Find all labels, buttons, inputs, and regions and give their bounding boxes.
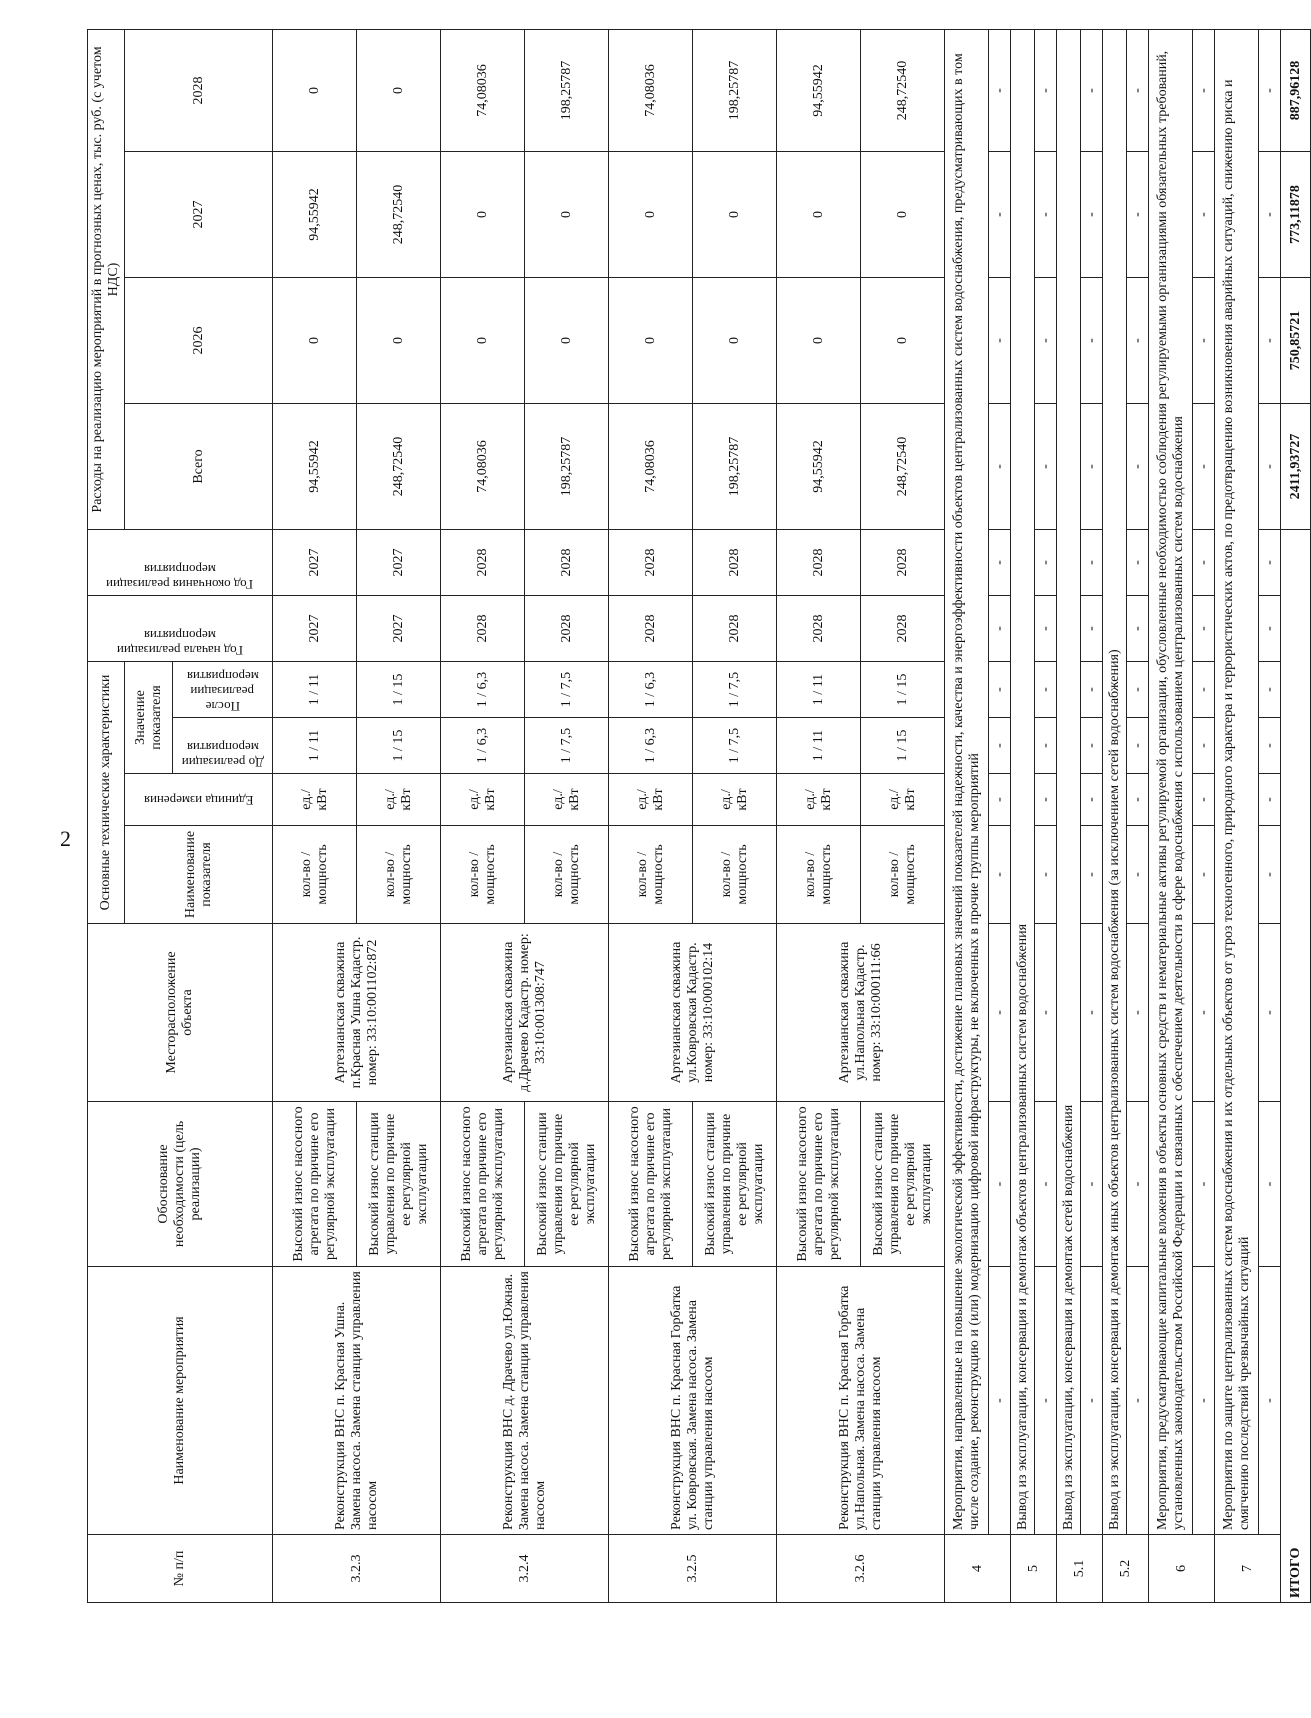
- row-2027: 0: [693, 152, 777, 278]
- dash-cell: -: [1035, 662, 1057, 718]
- row-2027: 0: [609, 152, 693, 278]
- row-end-year: 2028: [441, 530, 525, 596]
- section-row: [1149, 30, 1193, 1603]
- row-location: Артезианская скважина ул.Напольная Кадастр. номер: 33:10:000111:66: [777, 924, 945, 1102]
- dash-cell: -: [1127, 30, 1149, 152]
- dash-cell: -: [989, 1102, 1011, 1267]
- dash-cell: -: [1259, 924, 1281, 1102]
- row-total: 198,25787: [693, 404, 777, 530]
- header-2026: 2026: [125, 278, 273, 404]
- section-title: Вывод из эксплуатации, консервация и демонтаж сетей водоснабжения: [1057, 30, 1081, 1535]
- row-total: 248,72540: [357, 404, 441, 530]
- dash-cell: -: [1127, 404, 1149, 530]
- row-total: 94,55942: [777, 404, 861, 530]
- dash-cell: -: [1127, 596, 1149, 662]
- dash-cell: -: [1259, 826, 1281, 924]
- row-before: 1 / 7,5: [693, 718, 777, 774]
- row-start-year: 2027: [273, 596, 357, 662]
- row-before: 1 / 7,5: [525, 718, 609, 774]
- dash-cell: -: [1193, 662, 1215, 718]
- dash-cell: -: [1035, 30, 1057, 152]
- row-after: 1 / 6,3: [609, 662, 693, 718]
- investment-table: [87, 29, 1311, 1603]
- row-num: 3.2.6: [777, 1535, 945, 1603]
- dash-cell: -: [1127, 924, 1149, 1102]
- dash-cell: -: [1259, 718, 1281, 774]
- dash-cell: -: [1127, 1102, 1149, 1267]
- row-end-year: 2027: [357, 530, 441, 596]
- row-unit: ед./ кВт: [525, 774, 609, 826]
- header-location: Месторасположение объекта: [88, 924, 273, 1102]
- row-before: 1 / 6,3: [441, 718, 525, 774]
- dash-cell: -: [1193, 30, 1215, 152]
- row-2028: 94,55942: [777, 30, 861, 152]
- row-2026: 0: [777, 278, 861, 404]
- table-row: [777, 30, 861, 1603]
- row-2028: 74,08036: [441, 30, 525, 152]
- dash-cell: -: [1259, 596, 1281, 662]
- dash-cell: -: [1035, 1267, 1057, 1535]
- row-2027: 248,72540: [357, 152, 441, 278]
- dash-cell: -: [1127, 718, 1149, 774]
- row-after: 1 / 15: [861, 662, 945, 718]
- header-2027: 2027: [125, 152, 273, 278]
- dash-cell: -: [989, 278, 1011, 404]
- dash-cell: -: [1035, 530, 1057, 596]
- row-2027: 94,55942: [273, 152, 357, 278]
- dash-cell: -: [989, 596, 1011, 662]
- row-2028: 0: [273, 30, 357, 152]
- dash-cell: -: [1081, 404, 1103, 530]
- row-before: 1 / 15: [357, 718, 441, 774]
- header-value: Значение показателя: [125, 662, 173, 774]
- dash-cell: -: [1081, 924, 1103, 1102]
- section-title: Мероприятия, предусматривающие капитальные вложения в объекты основных средств и нематериальные активы регулируемой организации, обусловленные необходимостью соблюдения регулируемыми организациями обязательных требований, установленных законодательством Российской Федерации и связанных с обеспечением деятельности в сфере водоснабжения с использованием централизованных систем водоснабжения: [1149, 30, 1193, 1535]
- total-2028: 887,96128: [1281, 30, 1311, 152]
- row-2026: 0: [357, 278, 441, 404]
- row-unit: ед./ кВт: [273, 774, 357, 826]
- section-dash-row: [1259, 30, 1281, 1603]
- dash-cell: -: [1127, 774, 1149, 826]
- dash-cell: -: [1081, 1102, 1103, 1267]
- row-name: Реконструкция ВНС п. Красная Ушна. Замена насоса. Замена станции управления насосом: [273, 1267, 441, 1535]
- row-start-year: 2028: [609, 596, 693, 662]
- row-reason: Высокий износ станции управления по причине ее регулярной эксплуатации: [525, 1102, 609, 1267]
- dash-cell: -: [1035, 596, 1057, 662]
- row-2027: 0: [441, 152, 525, 278]
- row-name: Реконструкция ВНС п. Красная Горбатка ул.Напольная. Замена насоса. Замена станции управления насосом: [777, 1267, 945, 1535]
- dash-cell: -: [1193, 278, 1215, 404]
- dash-cell: -: [1081, 596, 1103, 662]
- dash-cell: -: [1259, 30, 1281, 152]
- row-total: 74,08036: [609, 404, 693, 530]
- row-location: Артезианская скважина д.Драчево Кадастр. номер: 33:10:001308:747: [441, 924, 609, 1102]
- header-start-year: Год начала реализации мероприятия: [88, 596, 273, 662]
- row-reason: Высокий износ насосного агрегата по причине его регулярной эксплуатации: [441, 1102, 525, 1267]
- section-row: [945, 30, 989, 1603]
- row-after: 1 / 11: [777, 662, 861, 718]
- section-dash-row: [1193, 30, 1215, 1603]
- dash-cell: -: [1259, 152, 1281, 278]
- row-before: 1 / 6,3: [609, 718, 693, 774]
- dash-cell: -: [1259, 1267, 1281, 1535]
- row-reason: Высокий износ насосного агрегата по причине его регулярной эксплуатации: [273, 1102, 357, 1267]
- row-before: 1 / 11: [777, 718, 861, 774]
- section-title: Мероприятия, направленные на повышение экологической эффективности, достижение плановых значений показателей надежности, качества и энергоэффективности объектов централизованных систем водоснабжения, предусматривающих в том числе создание, реконструкцию и (или) модернизацию цифровой инфраструктуры, не включенных в прочие группы мероприятий: [945, 30, 989, 1535]
- row-2027: 0: [777, 152, 861, 278]
- header-2028: 2028: [125, 30, 273, 152]
- dash-cell: -: [1193, 152, 1215, 278]
- section-title: Вывод из эксплуатации, консервация и демонтаж иных объектов централизованных систем водоснабжения (за исключением сетей водоснабжения): [1103, 30, 1127, 1535]
- row-2026: 0: [693, 278, 777, 404]
- row-start-year: 2028: [693, 596, 777, 662]
- total-sum: 2411,93727: [1281, 404, 1311, 530]
- table-row: [273, 30, 357, 1603]
- section-num: 7: [1215, 1535, 1281, 1603]
- dash-cell: -: [989, 152, 1011, 278]
- dash-cell: -: [1193, 404, 1215, 530]
- row-2026: 0: [861, 278, 945, 404]
- dash-cell: -: [1081, 826, 1103, 924]
- section-num: 5.1: [1057, 1535, 1103, 1603]
- dash-cell: -: [1081, 774, 1103, 826]
- row-num: 3.2.4: [441, 1535, 609, 1603]
- dash-cell: -: [1035, 924, 1057, 1102]
- row-2027: 0: [861, 152, 945, 278]
- total-2027: 773,11878: [1281, 152, 1311, 278]
- row-start-year: 2028: [525, 596, 609, 662]
- dash-cell: -: [1127, 152, 1149, 278]
- header-total: Всего: [125, 404, 273, 530]
- row-2026: 0: [273, 278, 357, 404]
- row-reason: Высокий износ станции управления по причине ее регулярной эксплуатации: [357, 1102, 441, 1267]
- dash-cell: -: [1081, 662, 1103, 718]
- section-title: Вывод из эксплуатации, консервация и демонтаж объектов централизованных систем водоснабжения: [1011, 30, 1035, 1535]
- row-total: 198,25787: [525, 404, 609, 530]
- row-indicator: кол-во / мощность: [273, 826, 357, 924]
- row-indicator: кол-во / мощность: [693, 826, 777, 924]
- dash-cell: -: [1127, 1267, 1149, 1535]
- dash-cell: -: [1193, 1102, 1215, 1267]
- dash-cell: -: [1259, 774, 1281, 826]
- dash-cell: -: [1081, 1267, 1103, 1535]
- dash-cell: -: [1035, 278, 1057, 404]
- row-start-year: 2028: [441, 596, 525, 662]
- row-indicator: кол-во / мощность: [441, 826, 525, 924]
- dash-cell: -: [989, 718, 1011, 774]
- row-end-year: 2028: [777, 530, 861, 596]
- row-indicator: кол-во / мощность: [525, 826, 609, 924]
- row-num: 3.2.5: [609, 1535, 777, 1603]
- dash-cell: -: [1193, 596, 1215, 662]
- section-dash-row: [989, 30, 1011, 1603]
- dash-cell: -: [1127, 530, 1149, 596]
- dash-cell: -: [1259, 530, 1281, 596]
- total-2026: 750,85721: [1281, 278, 1311, 404]
- row-reason: Высокий износ насосного агрегата по причине его регулярной эксплуатации: [609, 1102, 693, 1267]
- row-location: Артезианская скважина п.Красная Ушна Кадастр. номер: 33:10:001102:872: [273, 924, 441, 1102]
- row-unit: ед./ кВт: [777, 774, 861, 826]
- row-unit: ед./ кВт: [441, 774, 525, 826]
- dash-cell: -: [1127, 278, 1149, 404]
- row-total: 74,08036: [441, 404, 525, 530]
- dash-cell: -: [1035, 718, 1057, 774]
- row-2028: 0: [357, 30, 441, 152]
- row-unit: ед./ кВт: [357, 774, 441, 826]
- row-unit: ед./ кВт: [861, 774, 945, 826]
- dash-cell: -: [1081, 30, 1103, 152]
- row-num: 3.2.3: [273, 1535, 441, 1603]
- table-row: [441, 30, 525, 1603]
- dash-cell: -: [1193, 718, 1215, 774]
- row-before: 1 / 11: [273, 718, 357, 774]
- header-after: После реализации мероприятия: [173, 662, 273, 718]
- header-tech: Основные технические характеристики: [88, 662, 125, 924]
- total-row: [1281, 30, 1311, 1603]
- header-reason: Обоснование необходимости (цель реализации): [88, 1102, 273, 1267]
- table-body: [273, 30, 1311, 1603]
- dash-cell: -: [989, 924, 1011, 1102]
- dash-cell: -: [1035, 1102, 1057, 1267]
- section-title: Мероприятия по защите централизованных систем водоснабжения и их отдельных объектов от угроз техногенного, природного характера и террористических актов, по предотвращению возникновения аварийных ситуаций, снижению риска и смягчению последствий чрезвычайных ситуаций: [1215, 30, 1259, 1535]
- section-row: [1057, 30, 1081, 1603]
- row-unit: ед./ кВт: [609, 774, 693, 826]
- row-indicator: кол-во / мощность: [609, 826, 693, 924]
- row-2028: 74,08036: [609, 30, 693, 152]
- dash-cell: -: [1193, 1267, 1215, 1535]
- dash-cell: -: [1259, 662, 1281, 718]
- dash-cell: -: [989, 30, 1011, 152]
- section-num: 6: [1149, 1535, 1215, 1603]
- row-total: 248,72540: [861, 404, 945, 530]
- dash-cell: -: [1035, 774, 1057, 826]
- section-dash-row: [1081, 30, 1103, 1603]
- dash-cell: -: [1081, 278, 1103, 404]
- row-start-year: 2028: [777, 596, 861, 662]
- row-2028: 198,25787: [693, 30, 777, 152]
- row-end-year: 2028: [861, 530, 945, 596]
- header-name: Наименование мероприятия: [88, 1267, 273, 1535]
- row-2026: 0: [441, 278, 525, 404]
- row-reason: Высокий износ насосного агрегата по причине его регулярной эксплуатации: [777, 1102, 861, 1267]
- row-total: 94,55942: [273, 404, 357, 530]
- header-before: До реализации мероприятия: [173, 718, 273, 774]
- row-before: 1 / 15: [861, 718, 945, 774]
- dash-cell: -: [1193, 530, 1215, 596]
- section-row: [1215, 30, 1259, 1603]
- row-2028: 248,72540: [861, 30, 945, 152]
- dash-cell: -: [1259, 278, 1281, 404]
- row-indicator: кол-во / мощность: [861, 826, 945, 924]
- dash-cell: -: [1035, 404, 1057, 530]
- row-after: 1 / 6,3: [441, 662, 525, 718]
- row-after: 1 / 7,5: [525, 662, 609, 718]
- section-num: 5: [1011, 1535, 1057, 1603]
- header-unit: Единица измерения: [125, 774, 273, 826]
- section-dash-row: [1035, 30, 1057, 1603]
- dash-cell: -: [989, 826, 1011, 924]
- dash-cell: -: [989, 530, 1011, 596]
- dash-cell: -: [1127, 662, 1149, 718]
- row-end-year: 2027: [273, 530, 357, 596]
- row-indicator: кол-во / мощность: [357, 826, 441, 924]
- header-num: № п/п: [88, 1535, 273, 1603]
- dash-cell: -: [1193, 826, 1215, 924]
- table-row: [609, 30, 693, 1603]
- row-2028: 198,25787: [525, 30, 609, 152]
- row-2027: 0: [525, 152, 609, 278]
- row-name: Реконструкция ВНС п. Красная Горбатка ул. Ковровская. Замена насоса. Замена станции управления насосом: [609, 1267, 777, 1535]
- dash-cell: -: [1127, 826, 1149, 924]
- dash-cell: -: [1193, 924, 1215, 1102]
- dash-cell: -: [1081, 530, 1103, 596]
- row-after: 1 / 7,5: [693, 662, 777, 718]
- section-dash-row: [1127, 30, 1149, 1603]
- header-end-year: Год окончания реализации мероприятия: [88, 530, 273, 596]
- row-indicator: кол-во / мощность: [777, 826, 861, 924]
- section-num: 5.2: [1103, 1535, 1149, 1603]
- dash-cell: -: [1259, 1102, 1281, 1267]
- row-start-year: 2027: [357, 596, 441, 662]
- row-unit: ед./ кВт: [693, 774, 777, 826]
- header-indicator: Наименование показателя: [125, 826, 273, 924]
- header-costs: Расходы на реализацию мероприятий в прогнозных ценах, тыс. руб. (с учетом НДС): [88, 30, 125, 530]
- section-row: [1103, 30, 1127, 1603]
- dash-cell: -: [989, 404, 1011, 530]
- total-label: ИТОГО: [1281, 530, 1311, 1603]
- dash-cell: -: [1035, 152, 1057, 278]
- dash-cell: -: [1081, 718, 1103, 774]
- dash-cell: -: [1259, 404, 1281, 530]
- row-name: Реконструкция ВНС д. Драчево ул.Южная. Замена насоса. Замена станции управления насосом: [441, 1267, 609, 1535]
- dash-cell: -: [1081, 152, 1103, 278]
- dash-cell: -: [989, 1267, 1011, 1535]
- row-after: 1 / 15: [357, 662, 441, 718]
- row-2026: 0: [525, 278, 609, 404]
- page-number: 2: [60, 826, 71, 851]
- row-end-year: 2028: [693, 530, 777, 596]
- row-end-year: 2028: [525, 530, 609, 596]
- row-start-year: 2028: [861, 596, 945, 662]
- row-location: Артезианская скважина ул.Ковровская Кадастр. номер: 33:10:000102:14: [609, 924, 777, 1102]
- dash-cell: -: [989, 774, 1011, 826]
- row-2026: 0: [609, 278, 693, 404]
- section-row: [1011, 30, 1035, 1603]
- row-after: 1 / 11: [273, 662, 357, 718]
- section-num: 4: [945, 1535, 1011, 1603]
- dash-cell: -: [989, 662, 1011, 718]
- row-reason: Высокий износ станции управления по причине ее регулярной эксплуатации: [693, 1102, 777, 1267]
- dash-cell: -: [1193, 774, 1215, 826]
- dash-cell: -: [1035, 826, 1057, 924]
- row-end-year: 2028: [609, 530, 693, 596]
- row-reason: Высокий износ станции управления по причине ее регулярной эксплуатации: [861, 1102, 945, 1267]
- rotated-page: [87, 33, 1303, 1603]
